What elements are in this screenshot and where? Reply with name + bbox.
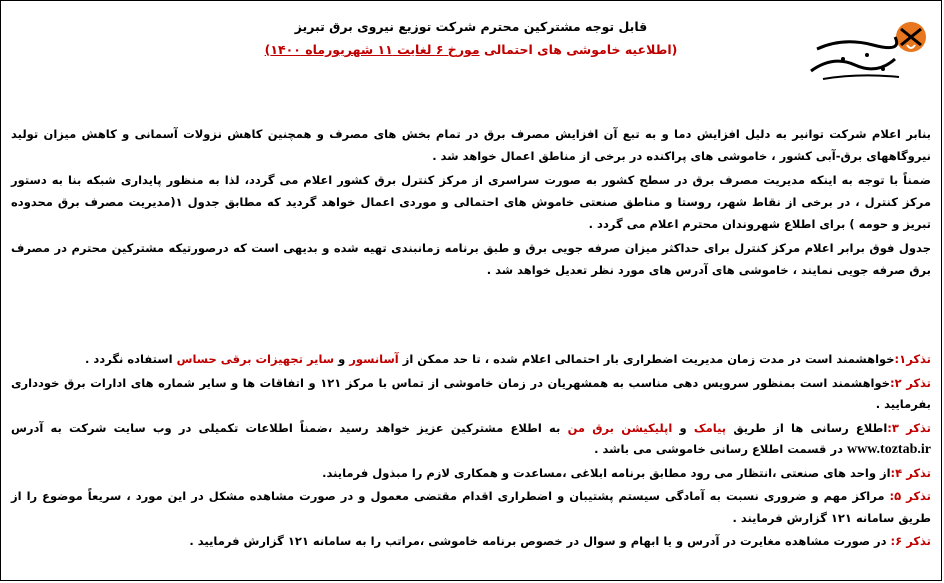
note-text: و (679, 420, 687, 435)
note-label: تذکر۱: (894, 352, 931, 366)
note-text: از واحد های صنعتی ،انتظار می رود مطابق برنامه ابلاغی ،مساعدت و همکاری لازم را مبذول فرمایند. (322, 465, 891, 480)
note-6 (11, 531, 931, 553)
announcement-header (151, 19, 791, 57)
note-label: تذکر ۳: (887, 420, 931, 435)
note-highlight: پیامک (693, 420, 727, 435)
paragraph-3: جدول فوق برابر اعلام مرکز کنترل برای حداکثر میزان صرفه جویی برق و طبق برنامه زمانبندی تهیه شده و بدیهی است که درصورتیکه مشترکین محترم در مصرف برق صرفه جویی نمایند ، خاموشی های آدرس های مورد نظر تعدیل خواهد شد . (11, 241, 931, 277)
note-text: اطلاع رسانی ها از طریق (733, 420, 888, 435)
note-text: در قسمت اطلاع رسانی خاموشی می باشد . (594, 442, 843, 456)
logo-text (940, 1, 941, 2)
note-text: مراکز مهم و ضروری نسبت به آمادگی سیستم پشتیبان و اضطراری اقدام مقتضی معمول و در صورت مشاهده مشکل در این مورد ، سریعاً موضوع را از طریق سامانه ۱۲۱ گزارش فرمایند . (11, 489, 931, 525)
page-subtitle (151, 42, 791, 57)
note-4 (11, 463, 931, 485)
subtitle-start: (اطلاعیه خاموشی های احتمالی (483, 42, 678, 57)
announcement-body (11, 123, 931, 283)
note-2 (11, 373, 931, 416)
note-3 (11, 418, 931, 461)
note-label: تذکر ۴: (890, 465, 931, 480)
note-text: و (338, 352, 346, 366)
note-label: تذکر ۲: (890, 375, 932, 390)
paragraph-1: بنابر اعلام شرکت توانیر به دلیل افزایش دما و به تبع آن افزایش مصرف برق در تمام بخش های مصرف و همچنین کاهش نزولات آسمانی و کاهش میزان تولید نیروگاههای برق-آبی کشور ، خاموشی های پراکنده در برخی از مناطق اعمال خواهد شد . (11, 127, 931, 163)
note-1 (11, 349, 931, 371)
note-text: خواهشمند است در مدت زمان مدیریت اضطراری بار احتمالی اعلام شده ، تا حد ممکن از (402, 352, 895, 366)
note-text: به اطلاع مشترکین عزیز خواهد رسید ،ضمناً اطلاعات تکمیلی در وب سایت شرکت به آدرس (11, 420, 561, 435)
paragraph-2: ضمناً با توجه به اینکه مدیریت مصرف برق در سطح کشور به صورت سراسری از مرکز کنترل برق کشور اعلام می گردد، لذا به منظور پایداری شبکه بنا به دستور مرکز کنترل ، در برخی از نقاط شهر، روستا و مناطق صنعتی خاموش های احتمالی و موردی اعمال خواهد گردید که مطابق جدول ۱(مدیریت مصرف برق محدوده تبریز و حومه ) برای اطلاع شهروندان محترم اعلام می گردد . (11, 173, 932, 231)
note-label: تذکر ۶: (890, 534, 931, 548)
website-link[interactable]: www.toztab.ir (847, 442, 931, 457)
note-text: در صورت مشاهده مغایرت در آدرس و یا ابهام و سوال در خصوص برنامه خاموشی ،مراتب را به سامانه ۱۲۱ گزارش فرمایید . (189, 534, 887, 548)
note-highlight: آسانسور (349, 352, 399, 366)
note-highlight: سایر تجهیزات برقی حساس (176, 352, 335, 366)
note-label: تذکر ۵: (889, 489, 931, 503)
subtitle-dates: مورخ ۶ لغایت ۱۱ شهریورماه ۱۴۰۰) (264, 42, 480, 57)
power-company-logo-icon (803, 15, 931, 85)
notes-section (11, 349, 931, 555)
note-5 (11, 486, 931, 529)
note-highlight: اپلیکیشن برق من (567, 420, 673, 435)
note-text: خواهشمند است بمنظور سرویس دهی مناسب به همشهریان در زمان خاموشی از تماس با مرکز ۱۲۱ و اتفاقات ها و سایر شماره های ادارات برق خودداری بفرمایید . (11, 375, 931, 411)
page-title: قابل توجه مشترکین محترم شرکت توزیع نیروی برق تبریز (294, 19, 648, 34)
note-text: استفاده نگردد . (85, 352, 173, 366)
company-logo (803, 15, 931, 85)
